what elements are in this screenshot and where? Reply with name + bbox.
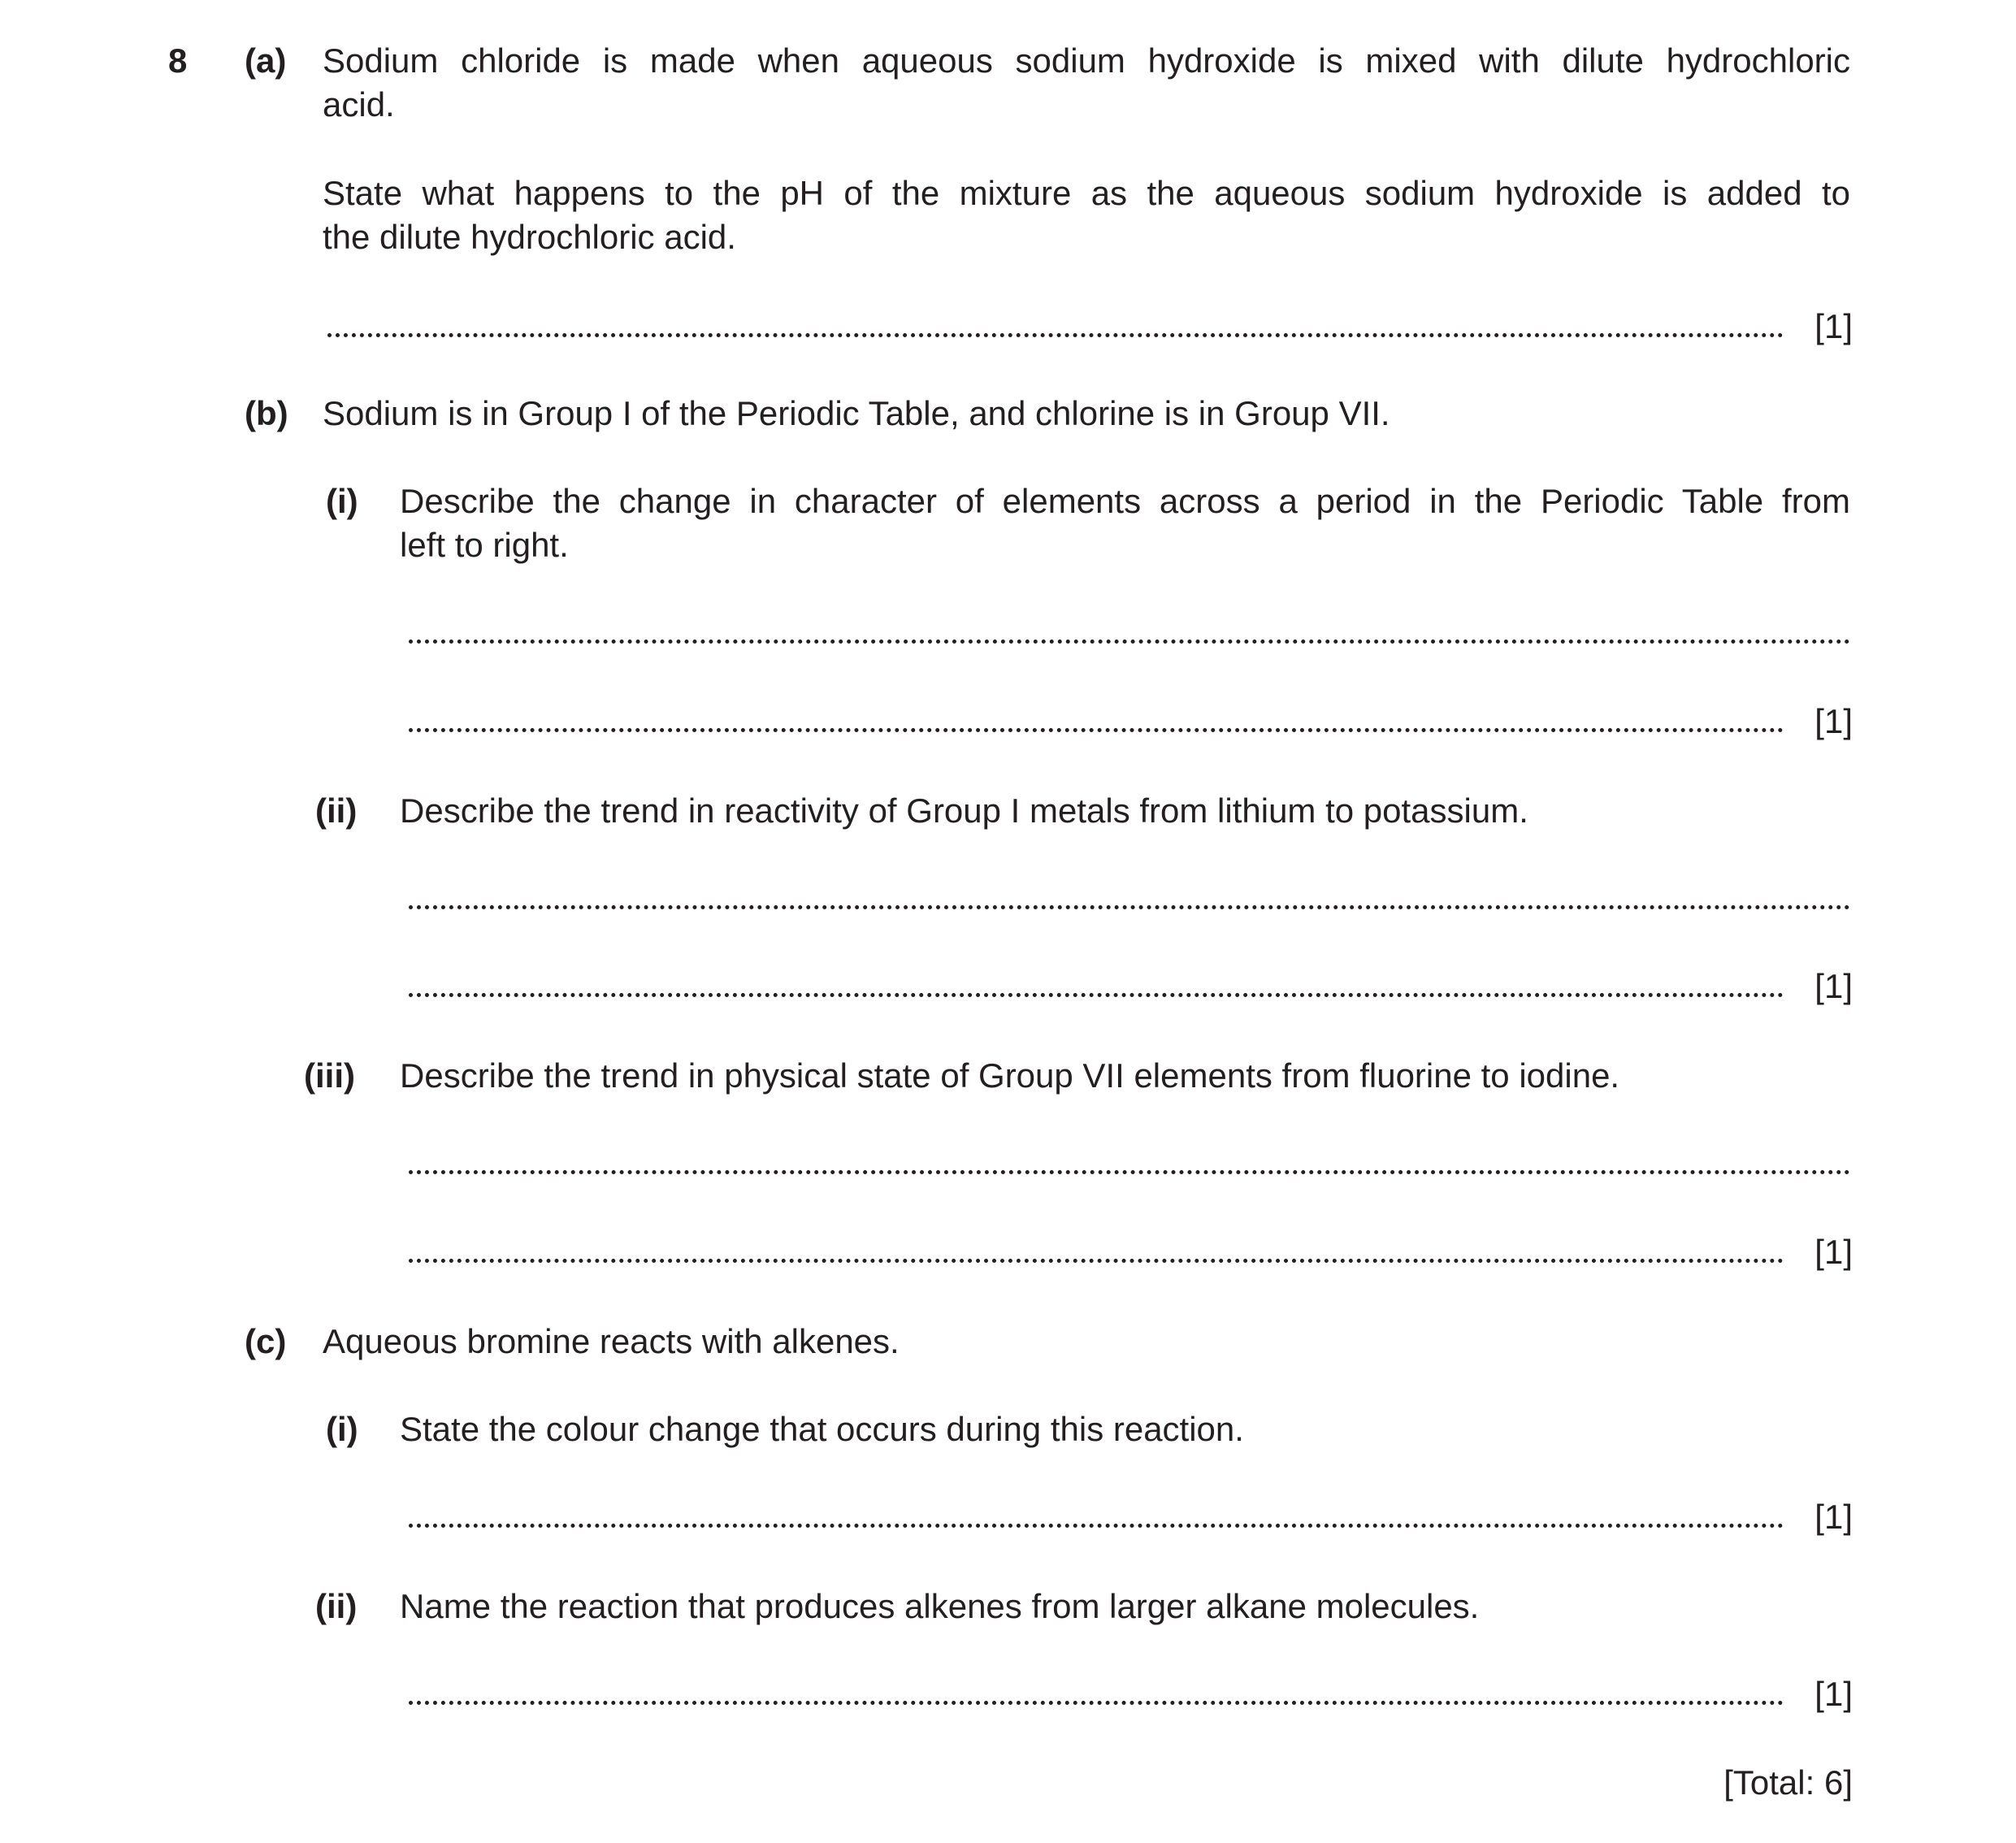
- part-b-i-label: (i): [326, 482, 358, 520]
- part-c-ii-text: Name the reaction that produces alkenes from larger alkane molecules.: [400, 1587, 1480, 1625]
- answer-line-b-iii-2[interactable]: [409, 1259, 1784, 1263]
- part-a-label: (a): [245, 41, 287, 80]
- mark-c-i: [1]: [1814, 1498, 1853, 1536]
- part-b-ii-label: (ii): [315, 791, 358, 830]
- part-b-iii-text: Describe the trend in physical state of Group VII elements from fluorine to iodine.: [400, 1056, 1620, 1095]
- part-a-text-line2: acid.: [323, 85, 395, 124]
- part-b-iii-label: (iii): [304, 1056, 355, 1095]
- part-a-prompt-line2: the dilute hydrochloric acid.: [323, 218, 736, 256]
- mark-b-i: [1]: [1814, 702, 1853, 740]
- part-b-intro: Sodium is in Group I of the Periodic Table, and chlorine is in Group VII.: [323, 394, 1390, 432]
- question-number: 8: [168, 41, 188, 80]
- part-a-text-line1: Sodium chloride is made when aqueous sodium hydroxide is mixed with dilute hydrochloric: [323, 41, 1850, 80]
- mark-a: [1]: [1814, 307, 1853, 345]
- part-c-i-text: State the colour change that occurs during this reaction.: [400, 1410, 1244, 1448]
- mark-b-iii: [1]: [1814, 1233, 1853, 1271]
- part-c-ii-label: (ii): [315, 1587, 358, 1625]
- part-b-i-text-line1: Describe the change in character of elements across a period in the Periodic Table from: [400, 482, 1850, 520]
- part-b-i-text-line2: left to right.: [400, 526, 569, 564]
- part-c-i-label: (i): [326, 1410, 358, 1448]
- mark-b-ii: [1]: [1814, 967, 1853, 1005]
- answer-line-b-ii-1[interactable]: [409, 905, 1850, 909]
- mark-c-ii: [1]: [1814, 1675, 1853, 1713]
- answer-line-b-ii-2[interactable]: [409, 993, 1784, 997]
- part-a-prompt-line1: State what happens to the pH of the mixture as the aqueous sodium hydroxide is added to: [323, 174, 1850, 212]
- answer-line-b-i-1[interactable]: [409, 640, 1850, 644]
- answer-line-c-i[interactable]: [409, 1524, 1784, 1528]
- total-marks: [Total: 6]: [1723, 1763, 1853, 1802]
- answer-line-a[interactable]: [327, 333, 1784, 337]
- part-c-intro: Aqueous bromine reacts with alkenes.: [323, 1322, 900, 1360]
- part-b-ii-text: Describe the trend in reactivity of Group I metals from lithium to potassium.: [400, 791, 1528, 830]
- answer-line-c-ii[interactable]: [409, 1701, 1784, 1705]
- part-b-label: (b): [245, 394, 288, 432]
- answer-line-b-i-2[interactable]: [409, 728, 1784, 732]
- part-c-label: (c): [245, 1322, 287, 1360]
- answer-line-b-iii-1[interactable]: [409, 1170, 1850, 1174]
